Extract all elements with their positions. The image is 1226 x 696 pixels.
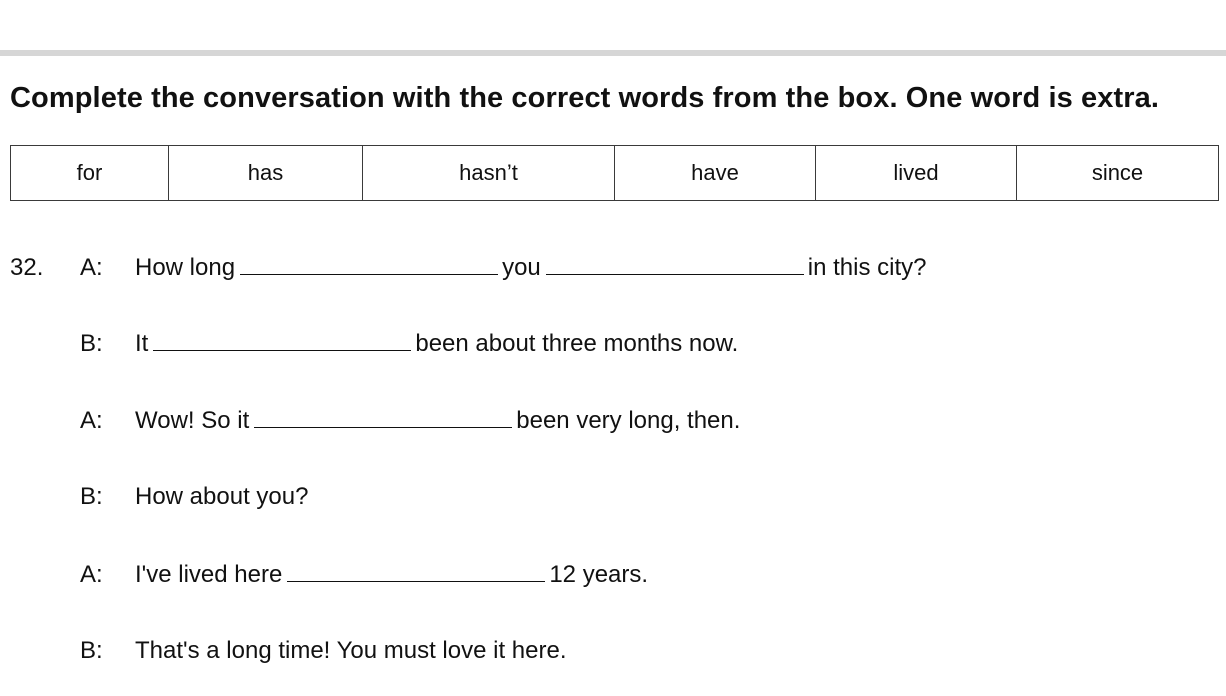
speaker-label: A:: [80, 407, 103, 434]
dialogue-line: [0, 406, 1226, 436]
text-segment: been very long, then.: [516, 407, 741, 434]
dialogue-line: [0, 482, 1226, 512]
text-segment: How about you?: [135, 483, 309, 510]
word-box-cell: hasn’t: [363, 146, 615, 201]
dialogue-text: [135, 406, 740, 436]
answer-blank[interactable]: [287, 561, 545, 582]
dialogue-text: [135, 560, 648, 590]
dialogue-text: [135, 253, 926, 283]
dialogue-line: [0, 253, 1226, 283]
dialogue-text: [135, 482, 308, 512]
word-box-cell: lived: [816, 146, 1017, 201]
text-segment: 12 years.: [549, 561, 649, 588]
text-segment: in this city?: [807, 254, 927, 281]
text-segment: I've lived here: [135, 561, 283, 588]
dialogue-line: [0, 329, 1226, 359]
text-segment: you: [502, 254, 541, 281]
speaker-label: B:: [80, 330, 103, 357]
question-number: 32.: [10, 254, 44, 281]
top-divider: [0, 50, 1226, 56]
text-segment: How long: [135, 254, 236, 281]
text-segment: Wow! So it: [135, 407, 250, 434]
speaker-label: B:: [80, 637, 103, 664]
word-box: [10, 145, 1219, 201]
speaker-label: A:: [80, 561, 103, 588]
answer-blank[interactable]: [240, 254, 498, 275]
dialogue-line: [0, 636, 1226, 666]
speaker-label: A:: [80, 254, 103, 281]
answer-blank[interactable]: [546, 254, 804, 275]
answer-blank[interactable]: [254, 407, 512, 428]
dialogue-text: [135, 636, 566, 666]
word-box-cell: has: [169, 146, 363, 201]
dialogue-line: [0, 560, 1226, 590]
text-segment: It: [135, 330, 149, 357]
speaker-label: B:: [80, 483, 103, 510]
word-box-cell: have: [615, 146, 816, 201]
word-box-cell: for: [11, 146, 169, 201]
word-box-cell: since: [1017, 146, 1219, 201]
answer-blank[interactable]: [153, 330, 411, 351]
instructions-heading: Complete the conversation with the correct words from the box. One word is extra.: [10, 82, 1159, 114]
text-segment: been about three months now.: [415, 330, 739, 357]
text-segment: That's a long time! You must love it here.: [135, 637, 567, 664]
dialogue-text: [135, 329, 738, 359]
